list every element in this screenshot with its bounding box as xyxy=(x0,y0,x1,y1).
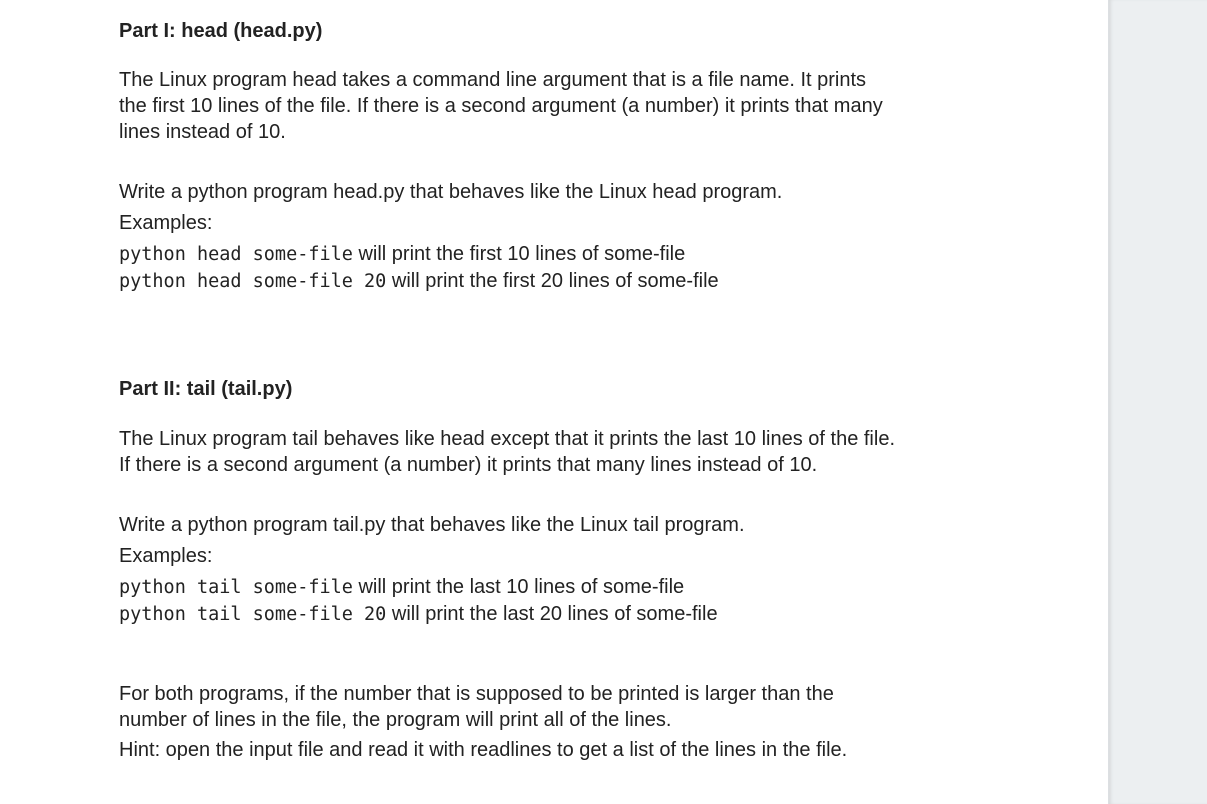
part1-example-line xyxy=(119,268,719,295)
part2-intro-line: The Linux program tail behaves like head except that it prints the last 10 lines of the file. xyxy=(119,428,895,450)
both-programs-note xyxy=(119,681,834,733)
part2-examples xyxy=(119,574,718,628)
example-description: will print the last 10 lines of some-file xyxy=(352,576,685,598)
part2-example-line xyxy=(119,574,718,601)
part2-heading: Part II: tail (tail.py) xyxy=(119,378,293,400)
part1-intro-line: the first 10 lines of the file. If there is a second argument (a number) it prints that many xyxy=(119,95,883,117)
side-gutter xyxy=(1108,0,1207,804)
example-description: will print the first 20 lines of some-file xyxy=(386,270,719,292)
part2-intro xyxy=(119,426,895,478)
both-programs-line: number of lines in the file, the program will print all of the lines. xyxy=(119,709,672,731)
part1-intro-line: The Linux program head takes a command line argument that is a file name. It prints xyxy=(119,69,867,91)
example-command: python tail some-file 20 xyxy=(119,604,387,625)
hint-text: Hint: open the input file and read it with readlines to get a list of the lines in the file. xyxy=(119,739,848,761)
example-description: will print the first 10 lines of some-file xyxy=(352,243,686,265)
example-command: python head some-file xyxy=(119,244,353,265)
part1-intro xyxy=(119,67,883,145)
part1-heading: Part I: head (head.py) xyxy=(119,20,323,42)
part1-examples xyxy=(119,241,719,295)
part2-intro-line: If there is a second argument (a number) it prints that many lines instead of 10. xyxy=(119,454,818,476)
part1-intro-line: lines instead of 10. xyxy=(119,121,286,143)
both-programs-line: For both programs, if the number that is supposed to be printed is larger than the xyxy=(119,683,834,705)
part1-example-line xyxy=(119,241,719,268)
example-description: will print the last 20 lines of some-file xyxy=(386,603,718,625)
part2-write-instruction: Write a python program tail.py that behaves like the Linux tail program. xyxy=(119,514,745,536)
part2-examples-label: Examples: xyxy=(119,545,213,567)
part2-example-line xyxy=(119,601,718,628)
example-command: python head some-file 20 xyxy=(119,271,387,292)
part1-write-instruction: Write a python program head.py that behaves like the Linux head program. xyxy=(119,181,783,203)
part1-examples-label: Examples: xyxy=(119,212,213,234)
example-command: python tail some-file xyxy=(119,577,353,598)
